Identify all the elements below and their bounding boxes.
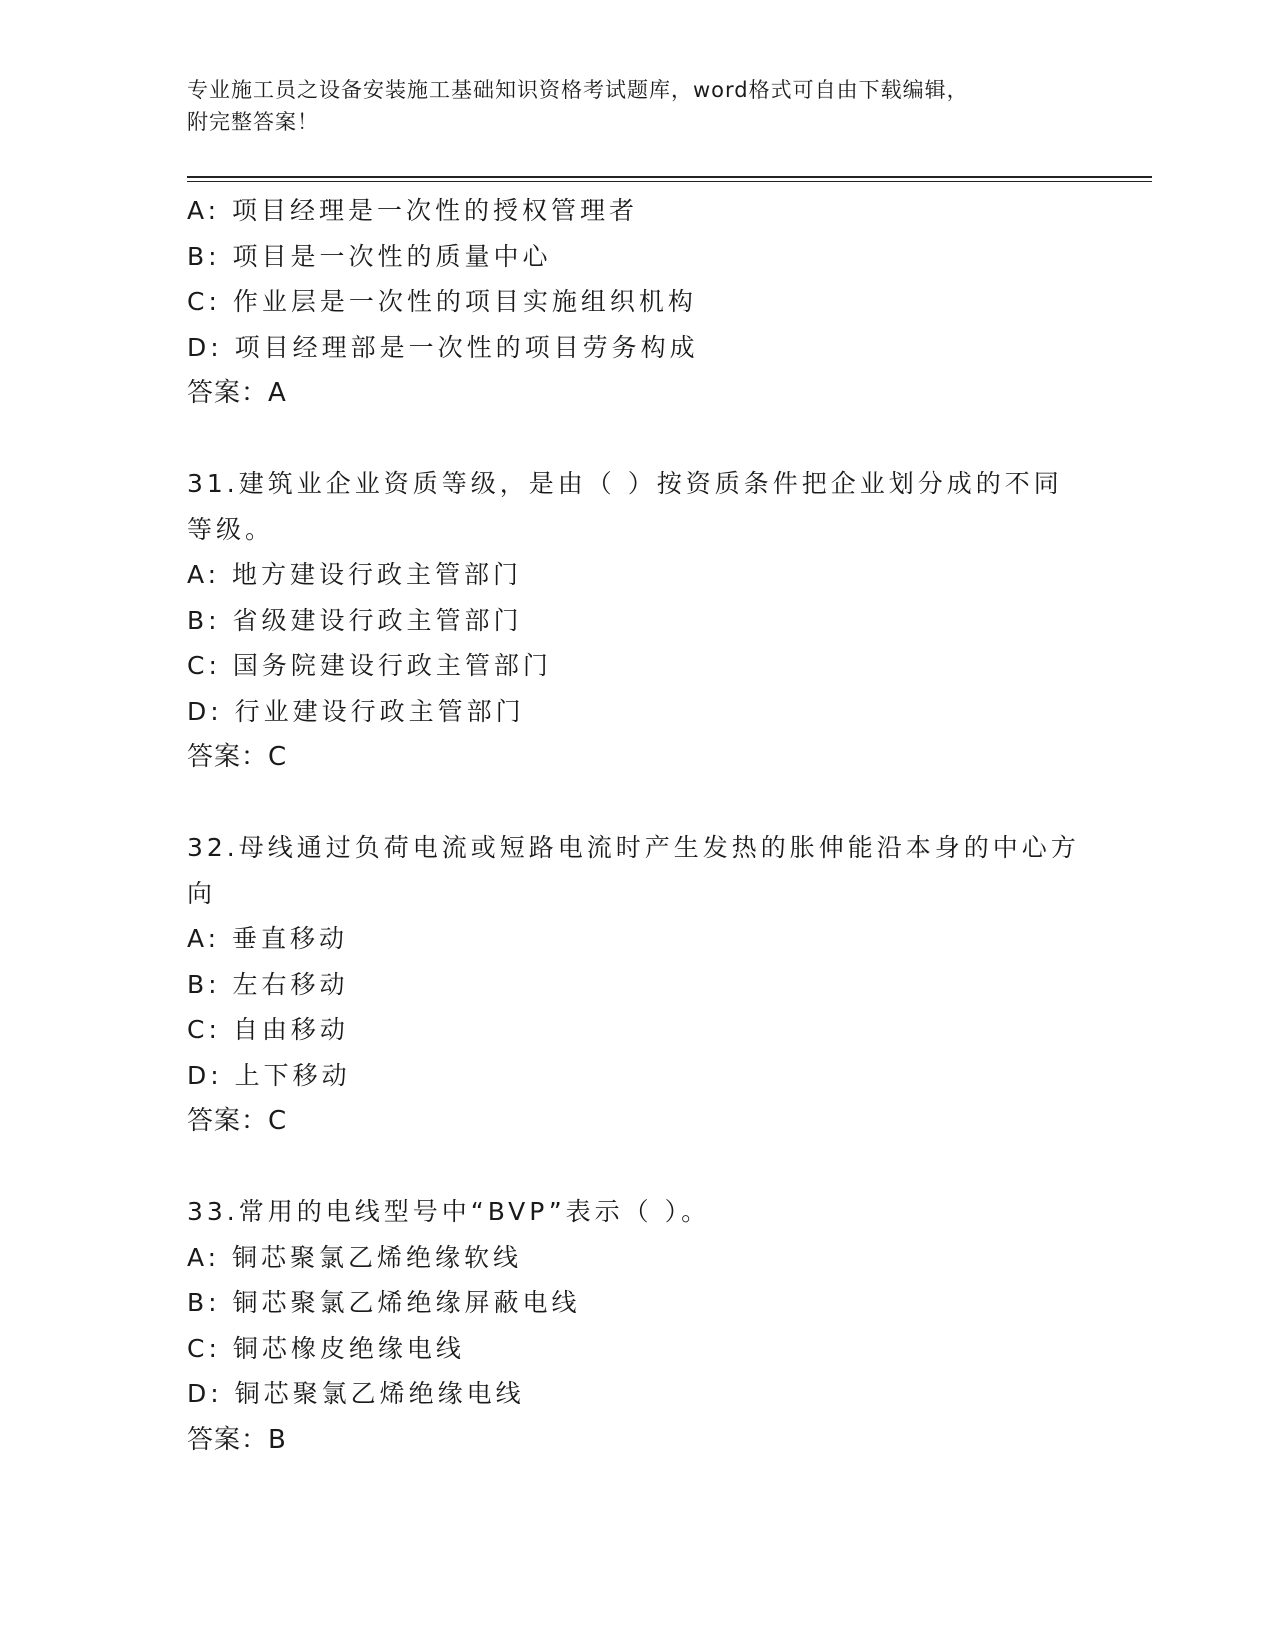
option-d: D: 行业建设行政主管部门	[187, 696, 525, 726]
option-d: D: 上下移动	[187, 1060, 351, 1090]
question-stem-line1: 32.母线通过负荷电流或短路电流时产生发热的胀伸能沿本身的中心方	[187, 833, 1080, 862]
header-text-line2: 附完整答案！	[187, 110, 319, 134]
answer-line: 答案：C	[187, 742, 288, 772]
header-double-rule	[187, 176, 1152, 182]
option-c: C: 铜芯橡皮绝缘电线	[187, 1333, 465, 1363]
option-b: B: 省级建设行政主管部门	[187, 605, 523, 635]
question-list	[187, 188, 1087, 1463]
spacer	[187, 416, 1087, 461]
option-d: D: 铜芯聚氯乙烯绝缘电线	[187, 1379, 525, 1408]
question-stem-line1: 33.常用的电线型号中“BVP”表示（ ）。	[187, 1197, 711, 1226]
option-c: C: 作业层是一次性的项目实施组织机构	[187, 287, 697, 316]
option-a: A: 垂直移动	[187, 924, 349, 953]
option-a: A: 地方建设行政主管部门	[187, 560, 523, 589]
option-a: A: 铜芯聚氯乙烯绝缘软线	[187, 1242, 523, 1272]
page-header	[187, 74, 1087, 138]
question-block-32	[187, 825, 1087, 1144]
question-stem-line2: 等级。	[187, 514, 275, 544]
option-b: B: 左右移动	[187, 969, 349, 999]
option-d: D: 项目经理部是一次性的项目劳务构成	[187, 332, 699, 362]
header-text-line1: 专业施工员之设备安装施工基础知识资格考试题库，word格式可自由下载编辑，	[187, 78, 969, 102]
answer-line: 答案：B	[187, 1424, 287, 1455]
spacer	[187, 1144, 1087, 1189]
answer-line: 答案：A	[187, 378, 287, 408]
question-block-partial	[187, 188, 1087, 416]
option-b: B: 项目是一次性的质量中心	[187, 241, 552, 271]
option-c: C: 国务院建设行政主管部门	[187, 651, 552, 680]
question-stem-line1: 31.建筑业企业资质等级，是由（ ）按资质条件把企业划分成的不同	[187, 469, 1063, 498]
question-block-33	[187, 1189, 1087, 1463]
option-a: A: 项目经理是一次性的授权管理者	[187, 196, 639, 225]
spacer	[187, 780, 1087, 825]
question-stem-line2: 向	[187, 878, 217, 908]
answer-line: 答案：C	[187, 1106, 288, 1136]
option-c: C: 自由移动	[187, 1015, 349, 1044]
option-b: B: 铜芯聚氯乙烯绝缘屏蔽电线	[187, 1288, 581, 1317]
question-block-31	[187, 461, 1087, 780]
